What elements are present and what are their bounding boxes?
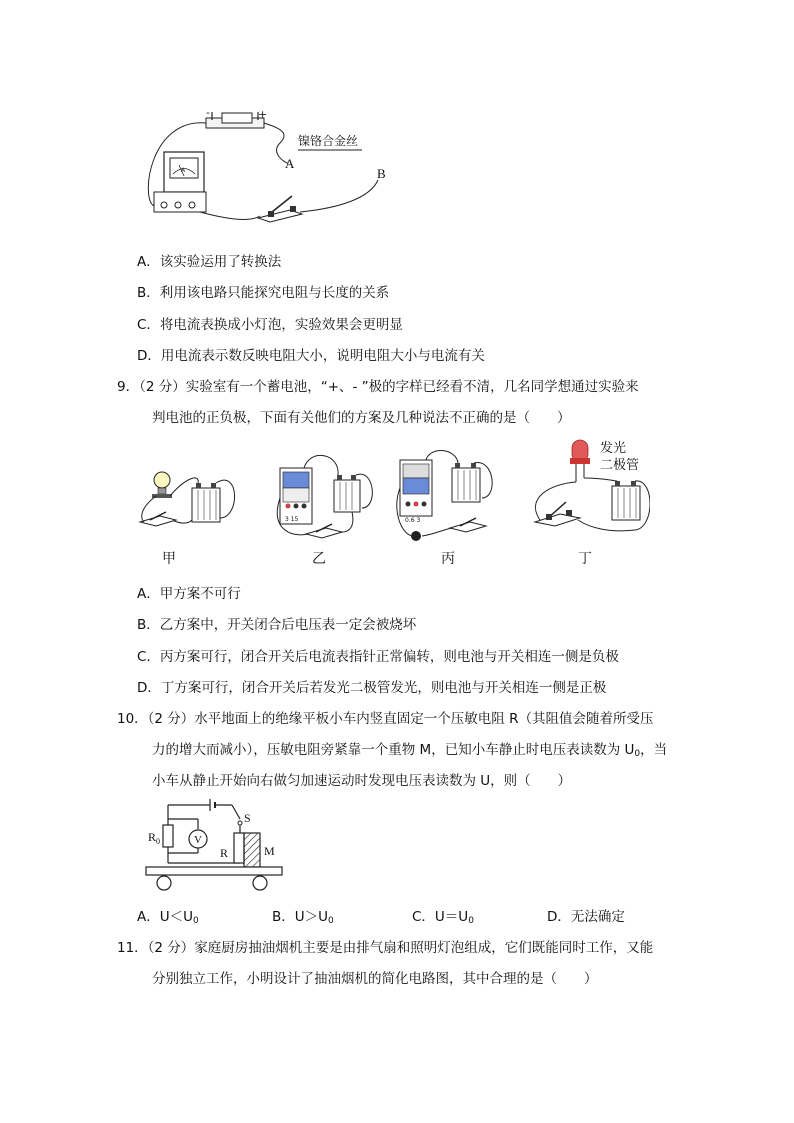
- label-s: S: [244, 811, 251, 825]
- q8-option-d: D．用电流表示数反映电阻大小，说明电阻大小与电流有关: [137, 348, 485, 364]
- q10-option-d: D．无法确定: [547, 909, 625, 925]
- fig-label-yi: 乙: [312, 551, 326, 567]
- fig-label-jia: 甲: [162, 551, 176, 567]
- q9-stem-line2: 判电池的正负极，下面有关他们的方案及几种说法不正确的是（ ）: [152, 410, 571, 426]
- q9-option-d: D．丁方案可行，闭合开关后若发光二极管发光，则电池与开关相连一侧是正极: [137, 680, 607, 696]
- point-b-label: B: [377, 166, 386, 181]
- wire: [200, 212, 260, 219]
- q10-stem-line1: 10．（2 分）水平地面上的绝缘平板小车内竖直固定一个压敏电阻 R（其阻值会随着所受压: [117, 711, 654, 727]
- fig-label-ding: 丁: [578, 551, 592, 567]
- fig-yi: [277, 455, 372, 538]
- switch: [258, 196, 302, 222]
- q8-option-c: C．将电流表换成小灯泡，实验效果会更明显: [137, 317, 403, 333]
- ammeter-letter: A: [181, 167, 186, 174]
- label-m: M: [264, 844, 275, 858]
- q8-option-a: A．该实验运用了转换法: [137, 254, 282, 270]
- wire: [300, 180, 378, 212]
- battery-holder: [206, 112, 264, 128]
- pressure-sensor-cart-circuit: [140, 795, 290, 895]
- battery-plus-sign: +: [258, 108, 268, 121]
- q10-stem-line3: 小车从静止开始向右做匀加速运动时发现电压表读数为 U，则（ ）: [152, 773, 572, 789]
- diode-label-2: 二极管: [600, 458, 640, 473]
- q8-option-b: B．利用该电路只能探究电阻与长度的关系: [137, 285, 390, 301]
- q10-option-a: A．$U<U_0$: [137, 909, 199, 926]
- battery-minus-sign: -: [206, 108, 210, 119]
- point-a-label: A: [285, 156, 295, 171]
- fig-bing: [397, 451, 492, 541]
- fig-ding: [535, 440, 650, 531]
- circuit-figure-nichrome: [140, 108, 400, 226]
- q10-option-b: B．$U>U_0$: [272, 909, 334, 926]
- q9-stem-line1: 9．（2 分）实验室有一个蓄电池，“+、- ”极的字样已经看不清，几名同学想通过实验来: [117, 379, 639, 395]
- q9-option-c: C．丙方案可行，闭合开关后电流表指针正常偏转，则电池与开关相连一侧是负极: [137, 649, 619, 665]
- q9-circuit-figures: [130, 438, 650, 546]
- label-r0: $R_0$: [148, 830, 161, 846]
- q10-stem-line2: 力的增大而减小），压敏电阻旁紧靠一个重物 M，已知小车静止时电压表读数为 $U_0$，当: [152, 742, 668, 759]
- q9-option-b: B．乙方案中，开关闭合后电压表一定会被烧坏: [137, 617, 417, 633]
- ammeter: [154, 152, 206, 212]
- bing-meter-scale: 0.6 3: [405, 517, 421, 524]
- q10-option-c: C．$U=U_0$: [412, 909, 474, 926]
- label-v: V: [194, 834, 202, 846]
- diode-label-1: 发光: [600, 441, 627, 456]
- q11-stem-line1: 11．（2 分）家庭厨房抽油烟机主要是由排气扇和照明灯泡组成，它们既能同时工作，又能: [117, 940, 654, 956]
- q9-option-a: A．甲方案不可行: [137, 586, 241, 602]
- label-r: R: [220, 846, 229, 860]
- fig-jia: [140, 472, 235, 526]
- fig-label-bing: 丙: [441, 551, 455, 567]
- yi-meter-scale: 3 15: [285, 516, 299, 523]
- nichrome-wire-label: 镍铬合金丝: [298, 134, 359, 148]
- q11-stem-line2: 分别独立工作，小明设计了抽油烟机的简化电路图，其中合理的是（ ）: [152, 971, 598, 987]
